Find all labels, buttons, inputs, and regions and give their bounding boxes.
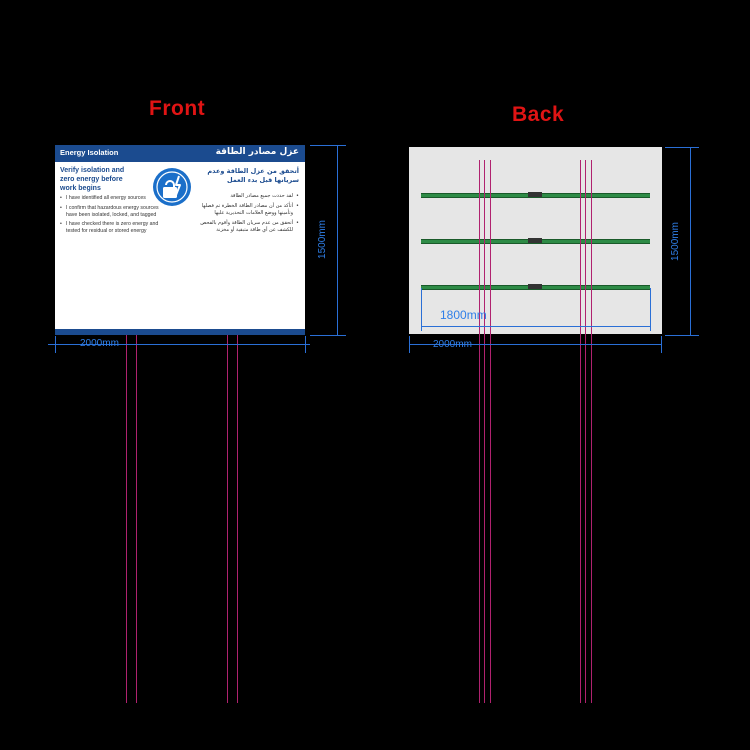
front-height-tick-top bbox=[310, 145, 346, 146]
front-height-tick-bottom bbox=[310, 335, 346, 336]
sign-header-bar bbox=[55, 145, 305, 162]
back-post-right-b bbox=[585, 160, 586, 703]
front-post-right-a bbox=[227, 335, 228, 703]
front-width-tick-left bbox=[55, 336, 56, 353]
rail-span-tick-right bbox=[650, 288, 651, 331]
front-width-tick-right bbox=[305, 336, 306, 353]
front-sign-panel bbox=[55, 145, 305, 335]
sign-checklist-en bbox=[60, 195, 160, 238]
back-height-label: 1500mm bbox=[669, 222, 681, 261]
rail-span-label: 1800mm bbox=[440, 308, 487, 322]
back-view-title: Back bbox=[512, 103, 565, 126]
rail-span-dimension-line bbox=[421, 326, 650, 327]
back-height-tick-top bbox=[665, 147, 699, 148]
back-height-tick-bottom bbox=[665, 335, 699, 336]
rail-clamp bbox=[528, 192, 542, 197]
back-post-right-a bbox=[580, 160, 581, 703]
back-post-left-b bbox=[484, 160, 485, 703]
lockout-padlock-icon bbox=[152, 167, 192, 207]
back-post-right-c bbox=[591, 160, 592, 703]
back-height-dimension-line bbox=[690, 147, 691, 335]
back-width-tick-right bbox=[661, 336, 662, 353]
sign-subtitle-ar: أتحقق من عزل الطاقة وعدم سريانها قبل بدء العمل bbox=[207, 167, 299, 184]
back-post-left-a bbox=[479, 160, 480, 703]
sign-item-ar: • لقد حددت جميع مصادر الطاقة bbox=[199, 193, 299, 200]
front-post-right-b bbox=[237, 335, 238, 703]
rail-span-tick-left bbox=[421, 288, 422, 331]
back-post-left-c bbox=[490, 160, 491, 703]
front-height-dimension-line bbox=[337, 145, 338, 335]
sign-subtitle-en: Verify isolation and zero energy before work begins bbox=[60, 167, 125, 192]
back-width-label: 2000mm bbox=[433, 339, 472, 350]
rail-clamp bbox=[528, 284, 542, 289]
sign-checklist-ar bbox=[199, 193, 299, 237]
sign-item-en: • I have checked there is zero energy and tested for residual or stored energy bbox=[60, 221, 160, 235]
sign-item-ar: • أتأكد من أن مصادر الطاقة الخطرة تم فصلها وتأمينها ووضع العلامات التحذيرية عليها bbox=[199, 203, 299, 217]
back-width-tick-left bbox=[409, 336, 410, 353]
front-post-left-b bbox=[136, 335, 137, 703]
sign-footer-bar bbox=[55, 329, 305, 335]
front-view-title: Front bbox=[149, 97, 206, 120]
front-width-label: 2000mm bbox=[80, 338, 119, 349]
rail-clamp bbox=[528, 238, 542, 243]
sign-title-en: Energy Isolation bbox=[60, 148, 119, 157]
front-post-left-a bbox=[126, 335, 127, 703]
sign-item-en: • I confirm that hazardous energy sources have been isolated, locked, and tagged bbox=[60, 205, 160, 219]
front-height-label: 1500mm bbox=[316, 220, 328, 259]
sign-title-ar: عزل مصادر الطاقة bbox=[215, 147, 299, 157]
back-sign-panel bbox=[409, 147, 662, 334]
sign-item-ar: • أتحقق من عدم سريان الطاقة وأقوم بالفحص للكشف عن أي طاقة متبقية أو مخزنة bbox=[199, 220, 299, 234]
sign-item-en: • I have identified all energy sources bbox=[60, 195, 160, 202]
